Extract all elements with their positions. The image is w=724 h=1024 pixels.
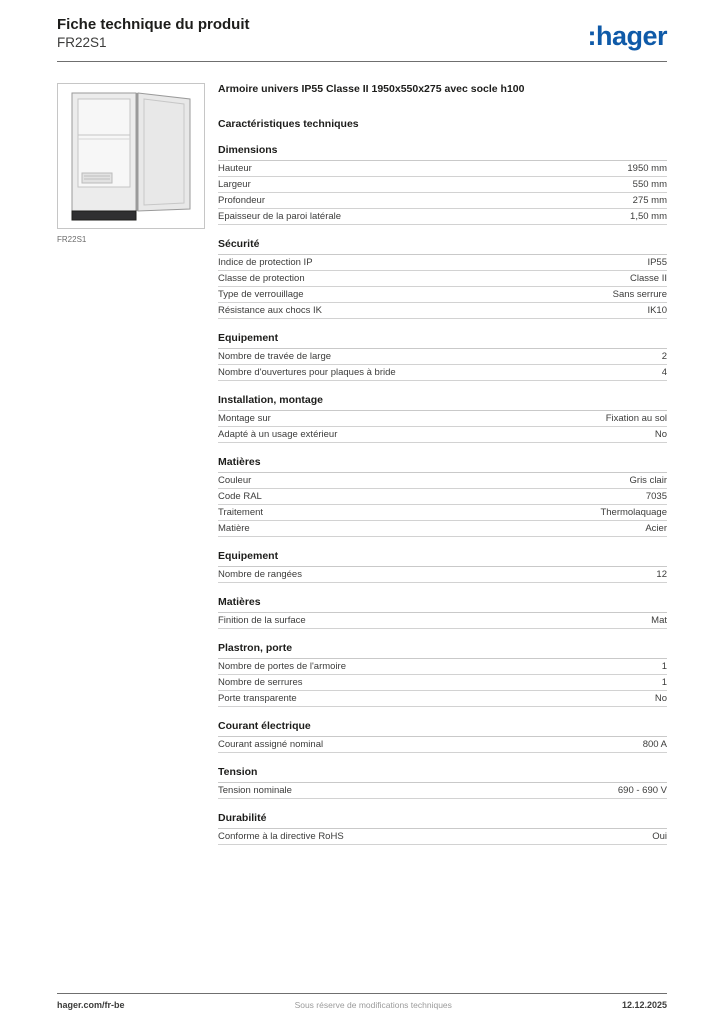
footer-website-link[interactable]: hager.com/fr-be <box>57 1000 125 1010</box>
spec-label: Adapté à un usage extérieur <box>218 429 338 440</box>
spec-row <box>218 691 667 707</box>
footer-date: 12.12.2025 <box>621 1000 667 1010</box>
section-title: Plastron, porte <box>218 642 667 659</box>
spec-row <box>218 303 667 319</box>
footer-disclaimer: Sous réserve de modifications techniques <box>294 1000 452 1010</box>
spec-value: Fixation au sol <box>605 413 667 424</box>
spec-label: Résistance aux chocs IK <box>218 305 323 316</box>
spec-section <box>218 238 667 319</box>
spec-label: Hauteur <box>218 163 252 174</box>
spec-value: 2 <box>661 351 667 362</box>
spec-section <box>218 332 667 381</box>
section-title: Matières <box>218 596 667 613</box>
spec-label: Largeur <box>218 179 251 190</box>
footer-row <box>57 1000 667 1010</box>
left-column <box>57 83 205 845</box>
header <box>57 0 667 62</box>
right-column <box>218 83 667 845</box>
page-title: Fiche technique du produit <box>57 16 250 33</box>
spec-row <box>218 737 667 753</box>
spec-value: Thermolaquage <box>600 507 667 518</box>
spec-label: Montage sur <box>218 413 271 424</box>
product-image <box>57 83 205 229</box>
spec-row <box>218 349 667 365</box>
spec-label: Matière <box>218 523 250 534</box>
spec-label: Conforme à la directive RoHS <box>218 831 344 842</box>
spec-section <box>218 642 667 707</box>
spec-row <box>218 505 667 521</box>
spec-value: Mat <box>651 615 667 626</box>
footer <box>57 993 667 1010</box>
spec-value: Gris clair <box>629 475 667 486</box>
spec-section <box>218 812 667 845</box>
spec-value: IK10 <box>647 305 667 316</box>
spec-section <box>218 766 667 799</box>
section-title: Courant électrique <box>218 720 667 737</box>
spec-section <box>218 596 667 629</box>
spec-value: No <box>654 429 667 440</box>
spec-label: Traitement <box>218 507 264 518</box>
spec-label: Couleur <box>218 475 252 486</box>
spec-row <box>218 829 667 845</box>
spec-section <box>218 456 667 537</box>
spec-row <box>218 365 667 381</box>
section-title: Installation, montage <box>218 394 667 411</box>
spec-label: Nombre de portes de l'armoire <box>218 661 347 672</box>
section-title: Durabilité <box>218 812 667 829</box>
spec-label: Porte transparente <box>218 693 297 704</box>
spec-value: 275 mm <box>632 195 667 206</box>
product-description: Armoire univers IP55 Classe II 1950x550x275 avec socle h100 <box>218 83 525 95</box>
spec-value: 4 <box>661 367 667 378</box>
spec-label: Finition de la surface <box>218 615 306 626</box>
product-image-caption: FR22S1 <box>57 235 87 244</box>
spec-value: 1950 mm <box>627 163 667 174</box>
spec-label: Type de verrouillage <box>218 289 304 300</box>
spec-row <box>218 613 667 629</box>
spec-label: Nombre de rangées <box>218 569 302 580</box>
cabinet-illustration <box>58 85 204 228</box>
spec-value: Sans serrure <box>612 289 667 300</box>
spec-value: No <box>654 693 667 704</box>
spec-row <box>218 255 667 271</box>
spec-label: Courant assigné nominal <box>218 739 324 750</box>
spec-row <box>218 411 667 427</box>
spec-row <box>218 521 667 537</box>
spec-label: Nombre de serrures <box>218 677 303 688</box>
spec-value: Classe II <box>630 273 667 284</box>
spec-row <box>218 489 667 505</box>
spec-value: 1,50 mm <box>630 211 667 222</box>
characteristics-title: Caractéristiques techniques <box>218 118 359 130</box>
spec-label: Classe de protection <box>218 273 305 284</box>
spec-label: Indice de protection IP <box>218 257 313 268</box>
spec-row <box>218 193 667 209</box>
product-reference: FR22S1 <box>57 35 107 50</box>
section-title: Equipement <box>218 332 667 349</box>
spec-value: Oui <box>652 831 667 842</box>
spec-row <box>218 675 667 691</box>
spec-value: 550 mm <box>632 179 667 190</box>
spec-label: Tension nominale <box>218 785 292 796</box>
spec-value: 1 <box>661 661 667 672</box>
spec-row <box>218 287 667 303</box>
spec-label: Nombre d'ouvertures pour plaques à bride <box>218 367 396 378</box>
spec-value: Acier <box>645 523 667 534</box>
spec-label: Nombre de travée de large <box>218 351 332 362</box>
hager-logo: :hager <box>587 21 667 51</box>
spec-label: Code RAL <box>218 491 262 502</box>
spec-label: Epaisseur de la paroi latérale <box>218 211 342 222</box>
spec-value: IP55 <box>647 257 667 268</box>
spec-row <box>218 271 667 287</box>
spec-value: 690 - 690 V <box>617 785 667 796</box>
spec-row <box>218 473 667 489</box>
header-titles <box>57 15 250 52</box>
spec-sections <box>218 144 667 845</box>
spec-row <box>218 427 667 443</box>
spec-row <box>218 567 667 583</box>
section-title: Matières <box>218 456 667 473</box>
spec-row <box>218 783 667 799</box>
section-title: Tension <box>218 766 667 783</box>
section-title: Dimensions <box>218 144 667 161</box>
spec-row <box>218 209 667 225</box>
spec-row <box>218 161 667 177</box>
spec-row <box>218 177 667 193</box>
spec-row <box>218 659 667 675</box>
spec-section <box>218 394 667 443</box>
spec-section <box>218 550 667 583</box>
main-content <box>57 62 667 845</box>
spec-value: 7035 <box>645 491 667 502</box>
spec-label: Profondeur <box>218 195 266 206</box>
spec-section <box>218 144 667 225</box>
section-title: Equipement <box>218 550 667 567</box>
spec-value: 800 A <box>642 739 667 750</box>
section-title: Sécurité <box>218 238 667 255</box>
spec-value: 1 <box>661 677 667 688</box>
spec-section <box>218 720 667 753</box>
spec-value: 12 <box>656 569 667 580</box>
